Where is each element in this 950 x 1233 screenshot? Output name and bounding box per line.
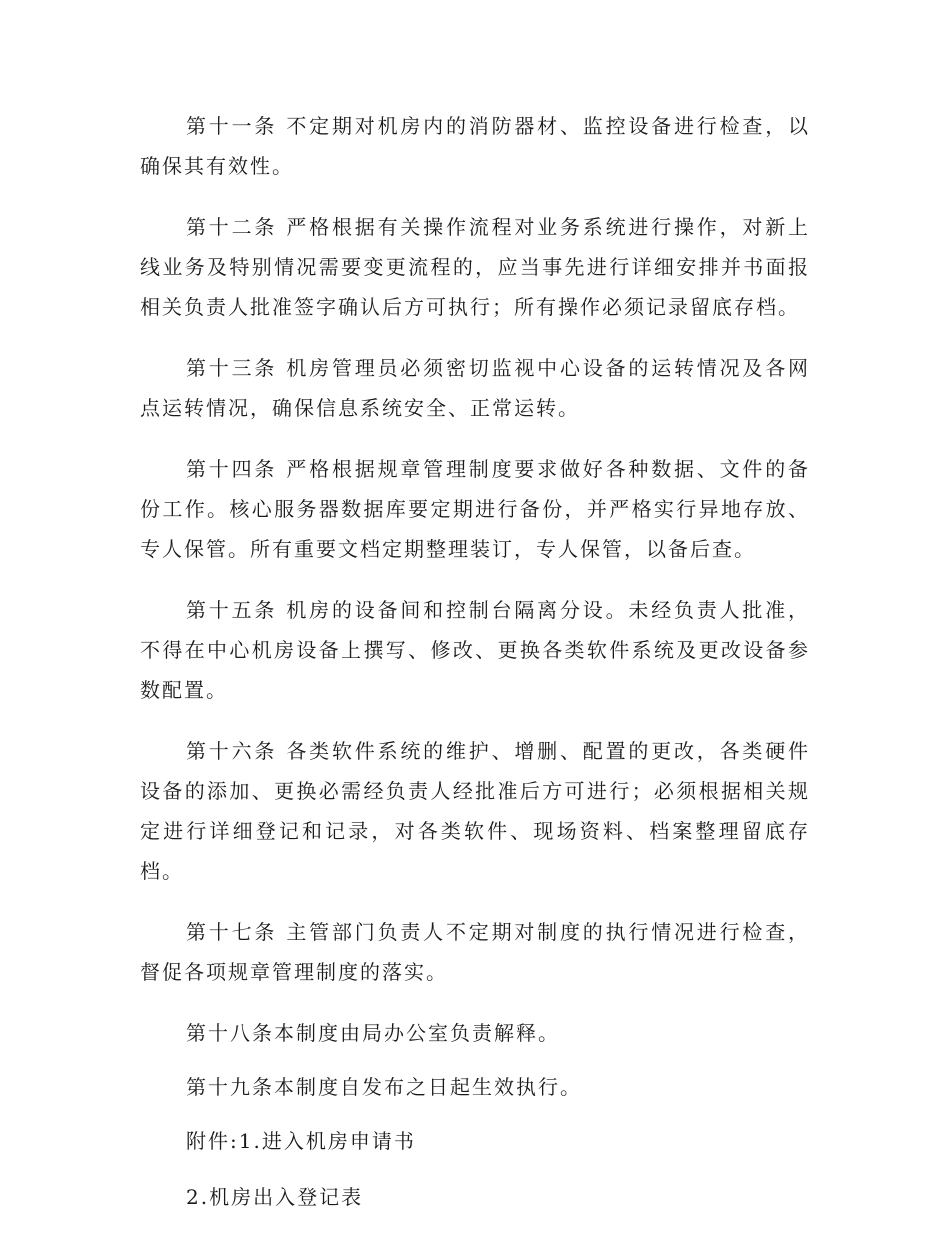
attachment-line-1: 附件:1.进入机房申请书: [186, 1129, 416, 1153]
article-19: 第十九条本制度自发布之日起生效执行。: [186, 1075, 582, 1099]
article-14: 第十四条 严格根据规章管理制度要求做好各种数据、文件的备份工作。核心服务器数据库要定期进行备份，并严格实行异地存放、专人保管。所有重要文档定期整理装订，专人保管，以备后查。: [140, 457, 810, 561]
article-17: 第十七条 主管部门负责人不定期对制度的执行情况进行检查，督促各项规章管理制度的落实。: [140, 920, 810, 984]
article-11: 第十一条 不定期对机房内的消防器材、监控设备进行检查，以确保其有效性。: [140, 114, 810, 178]
article-18: 第十八条本制度由局办公室负责解释。: [186, 1021, 560, 1045]
article-15: 第十五条 机房的设备间和控制台隔离分设。未经负责人批准，不得在中心机房设备上撰写、修改、更换各类软件系统及更改设备参数配置。: [140, 598, 810, 702]
article-13: 第十三条 机房管理员必须密切监视中心设备的运转情况及各网点运转情况，确保信息系统安全、正常运转。: [140, 356, 810, 420]
article-16: 第十六条 各类软件系统的维护、增删、配置的更改，各类硬件设备的添加、更换必需经负责人经批准后方可进行；必须根据相关规定进行详细登记和记录，对各类软件、现场资料、档案整理留底存档。: [140, 739, 810, 883]
attachment-line-2: 2.机房出入登记表: [186, 1185, 364, 1209]
article-12: 第十二条 严格根据有关操作流程对业务系统进行操作，对新上线业务及特别情况需要变更流程的，应当事先进行详细安排并书面报相关负责人批准签字确认后方可执行；所有操作必须记录留底存档。: [140, 215, 810, 319]
document-body: [140, 106, 810, 1233]
